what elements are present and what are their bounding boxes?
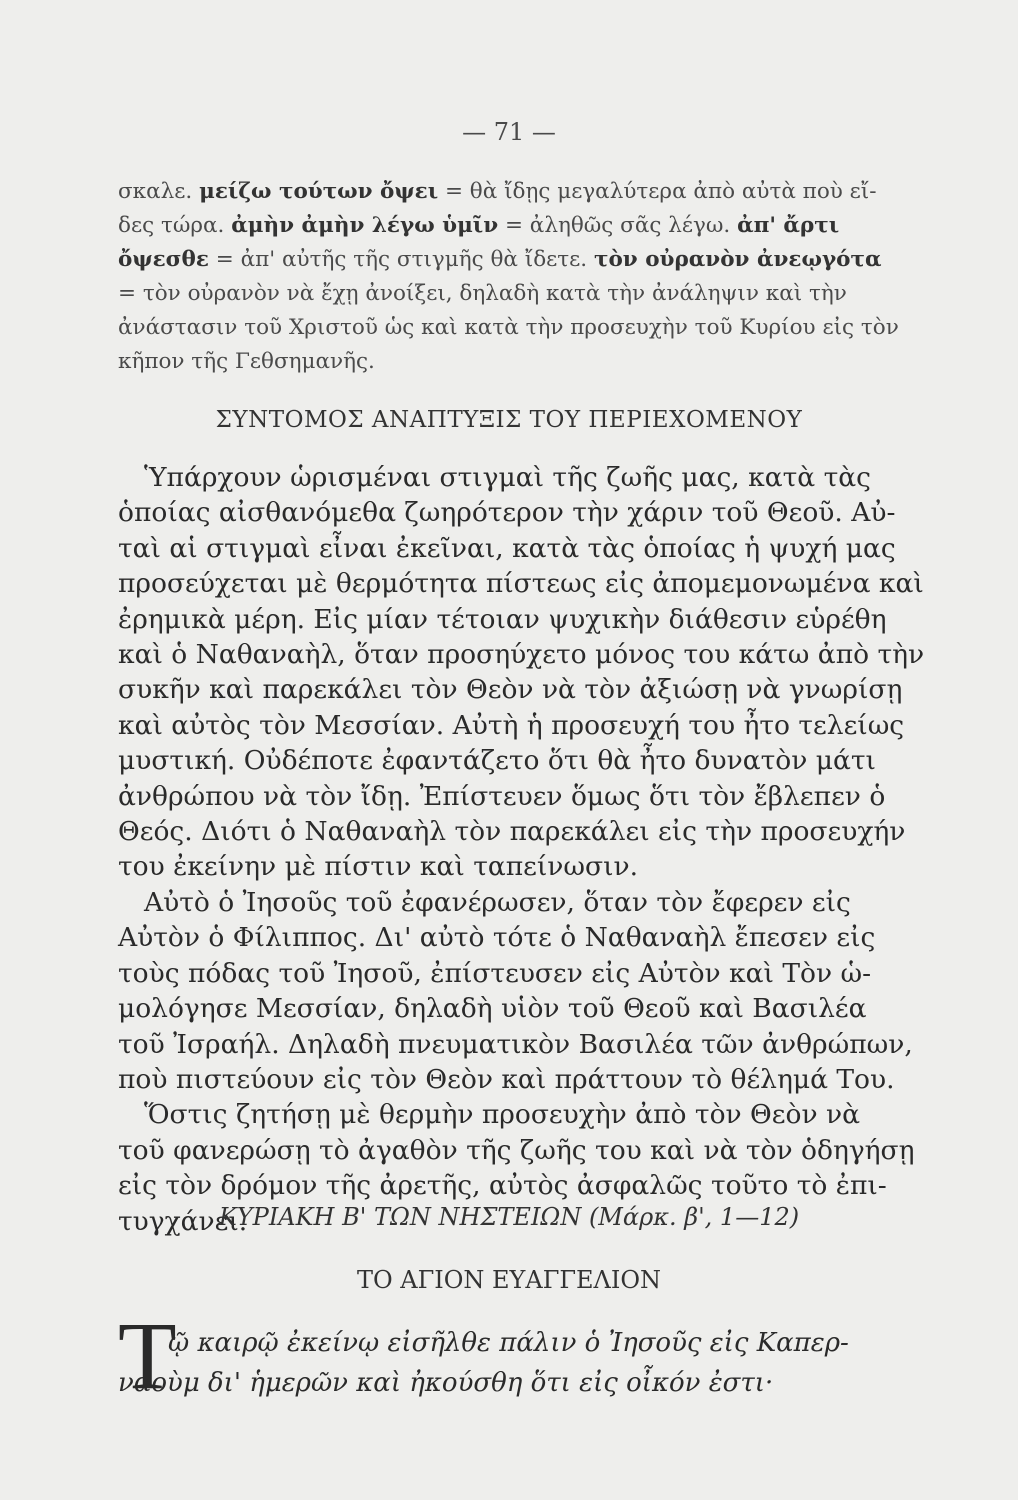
gospel-heading: ΤΟ ΑΓΙΟΝ ΕΥΑΓΓΕΛΙΟΝ xyxy=(356,1266,662,1294)
drop-cap: Τ xyxy=(118,1302,177,1409)
note-line: κῆπον τῆς Γεθσημανῆς. xyxy=(118,349,375,374)
body-line: καὶ ὁ Ναθαναὴλ, ὅταν προσηύχετο μόνος του κάτω ἀπὸ τὴν xyxy=(118,639,925,671)
glossary-note xyxy=(118,175,899,379)
body-line: Ὑπάρχουν ὡρισμέναι στιγμαὶ τῆς ζωῆς μας, κατὰ τὰς xyxy=(144,462,871,493)
body-line: μολόγησε Μεσσίαν, δηλαδὴ υἱὸν τοῦ Θεοῦ καὶ Βασιλέα xyxy=(118,993,867,1025)
section-title: ΣΥΝΤΟΜΟΣ ΑΝΑΠΤΥΞΙΣ ΤΟΥ ΠΕΡΙΕΧΟΜΕΝΟΥ xyxy=(215,407,803,433)
body-line: ἐρημικὰ μέρη. Εἰς μίαν τέτοιαν ψυχικὴν διάθεσιν εὑρέθη xyxy=(118,603,887,635)
body-line: ταὶ αἱ στιγμαὶ εἶναι ἐκεῖναι, κατὰ τὰς ὁποίας ἡ ψυχή μας xyxy=(118,532,896,564)
body-line: προσεύχεται μὲ θερμότητα πίστεως εἰς ἀπομεμονωμένα καὶ xyxy=(118,568,924,600)
gospel-line: ῷ καιρῷ ἐκείνῳ εἰσῆλθε πάλιν ὁ Ἰησοῦς εἰς Καπερ- xyxy=(168,1328,849,1358)
body-line: ὁποίας αἰσθανόμεθα ζωηρότερον τὴν χάριν τοῦ Θεοῦ. Αὐ- xyxy=(118,497,896,529)
body-line: μυστική. Οὐδέποτε ἐφαντάζετο ὅτι θὰ ἦτο δυνατὸν μάτι xyxy=(118,745,876,777)
body-text xyxy=(118,460,925,1239)
page-number: — 71 — xyxy=(462,118,556,146)
body-line: τοῦ Ἰσραήλ. Δηλαδὴ πνευματικὸν Βασιλέα τῶν ἀνθρώπων, xyxy=(118,1028,913,1060)
body-line: καὶ αὐτὸς τὸν Μεσσίαν. Αὐτὴ ἡ προσευχή του ἦτο τελείως xyxy=(118,709,905,741)
note-line: ἀνάστασιν τοῦ Χριστοῦ ὡς καὶ κατὰ τὴν προσευχὴν τοῦ Κυρίου εἰς τὸν xyxy=(118,315,899,340)
body-line: συκῆν καὶ παρεκάλει τὸν Θεὸν νὰ τὸν ἀξιώσῃ νὰ γνωρίσῃ xyxy=(118,674,903,706)
gospel-line: ναοὺμ δι' ἡμερῶν καὶ ἠκούσθη ὅτι εἰς οἶκόν ἐστι· xyxy=(118,1368,774,1398)
body-line: τοῦ φανερώσῃ τὸ ἀγαθὸν τῆς ζωῆς του καὶ νὰ τὸν ὁδηγήσῃ xyxy=(118,1134,915,1166)
body-line: τοὺς πόδας τοῦ Ἰησοῦ, ἐπίστευσεν εἰς Αὐτὸν καὶ Τὸν ὡ- xyxy=(118,957,872,989)
note-line: σκαλε. μείζω τούτων ὄψει = θὰ ἴδῃς μεγαλύτερα ἀπὸ αὐτὰ ποὺ εἴ- xyxy=(118,179,877,204)
body-line: Αὐτὸ ὁ Ἰησοῦς τοῦ ἐφανέρωσεν, ὅταν τὸν ἔφερεν εἰς xyxy=(144,886,851,918)
body-line: τυγχάνει. xyxy=(118,1205,248,1237)
body-line: του ἐκείνην μὲ πίστιν καὶ ταπείνωσιν. xyxy=(118,851,639,883)
note-line: = τὸν οὐρανὸν νὰ ἔχῃ ἀνοίξει, δηλαδὴ κατὰ τὴν ἀνάληψιν καὶ τὴν xyxy=(118,281,847,306)
body-line: εἰς τὸν δρόμον τῆς ἀρετῆς, αὐτὸς ἀσφαλῶς τοῦτο τὸ ἐπι- xyxy=(118,1170,887,1202)
body-line: ἀνθρώπου νὰ τὸν ἴδῃ. Ἐπίστευεν ὅμως ὅτι τὸν ἔβλεπεν ὁ xyxy=(118,780,886,812)
sunday-heading: ΚΥΡΙΑΚΗ Β' ΤΩΝ ΝΗΣΤΕΙΩΝ (Μάρκ. β', 1—12) xyxy=(218,1203,800,1231)
note-line: δες τώρα. ἀμὴν ἀμὴν λέγω ὑμῖν = ἀληθῶς σᾶς λέγω. ἀπ' ἄρτι xyxy=(118,213,840,238)
body-line: Ὅστις ζητήσῃ μὲ θερμὴν προσευχὴν ἀπὸ τὸν Θεὸν νὰ xyxy=(144,1099,861,1131)
body-line: ποὺ πιστεύουν εἰς τὸν Θεὸν καὶ πράττουν τὸ θέλημά Του. xyxy=(118,1063,895,1095)
gospel-text xyxy=(118,1323,878,1403)
note-line: ὄψεσθε = ἀπ' αὐτῆς τῆς στιγμῆς θὰ ἴδετε. τὸν οὐρανὸν ἀνεῳγότα xyxy=(118,247,882,272)
body-line: Αὐτὸν ὁ Φίλιππος. Δι' αὐτὸ τότε ὁ Ναθαναὴλ ἔπεσεν εἰς xyxy=(118,922,876,954)
body-line: Θεός. Διότι ὁ Ναθαναὴλ τὸν παρεκάλει εἰς τὴν προσευχήν xyxy=(118,816,906,848)
